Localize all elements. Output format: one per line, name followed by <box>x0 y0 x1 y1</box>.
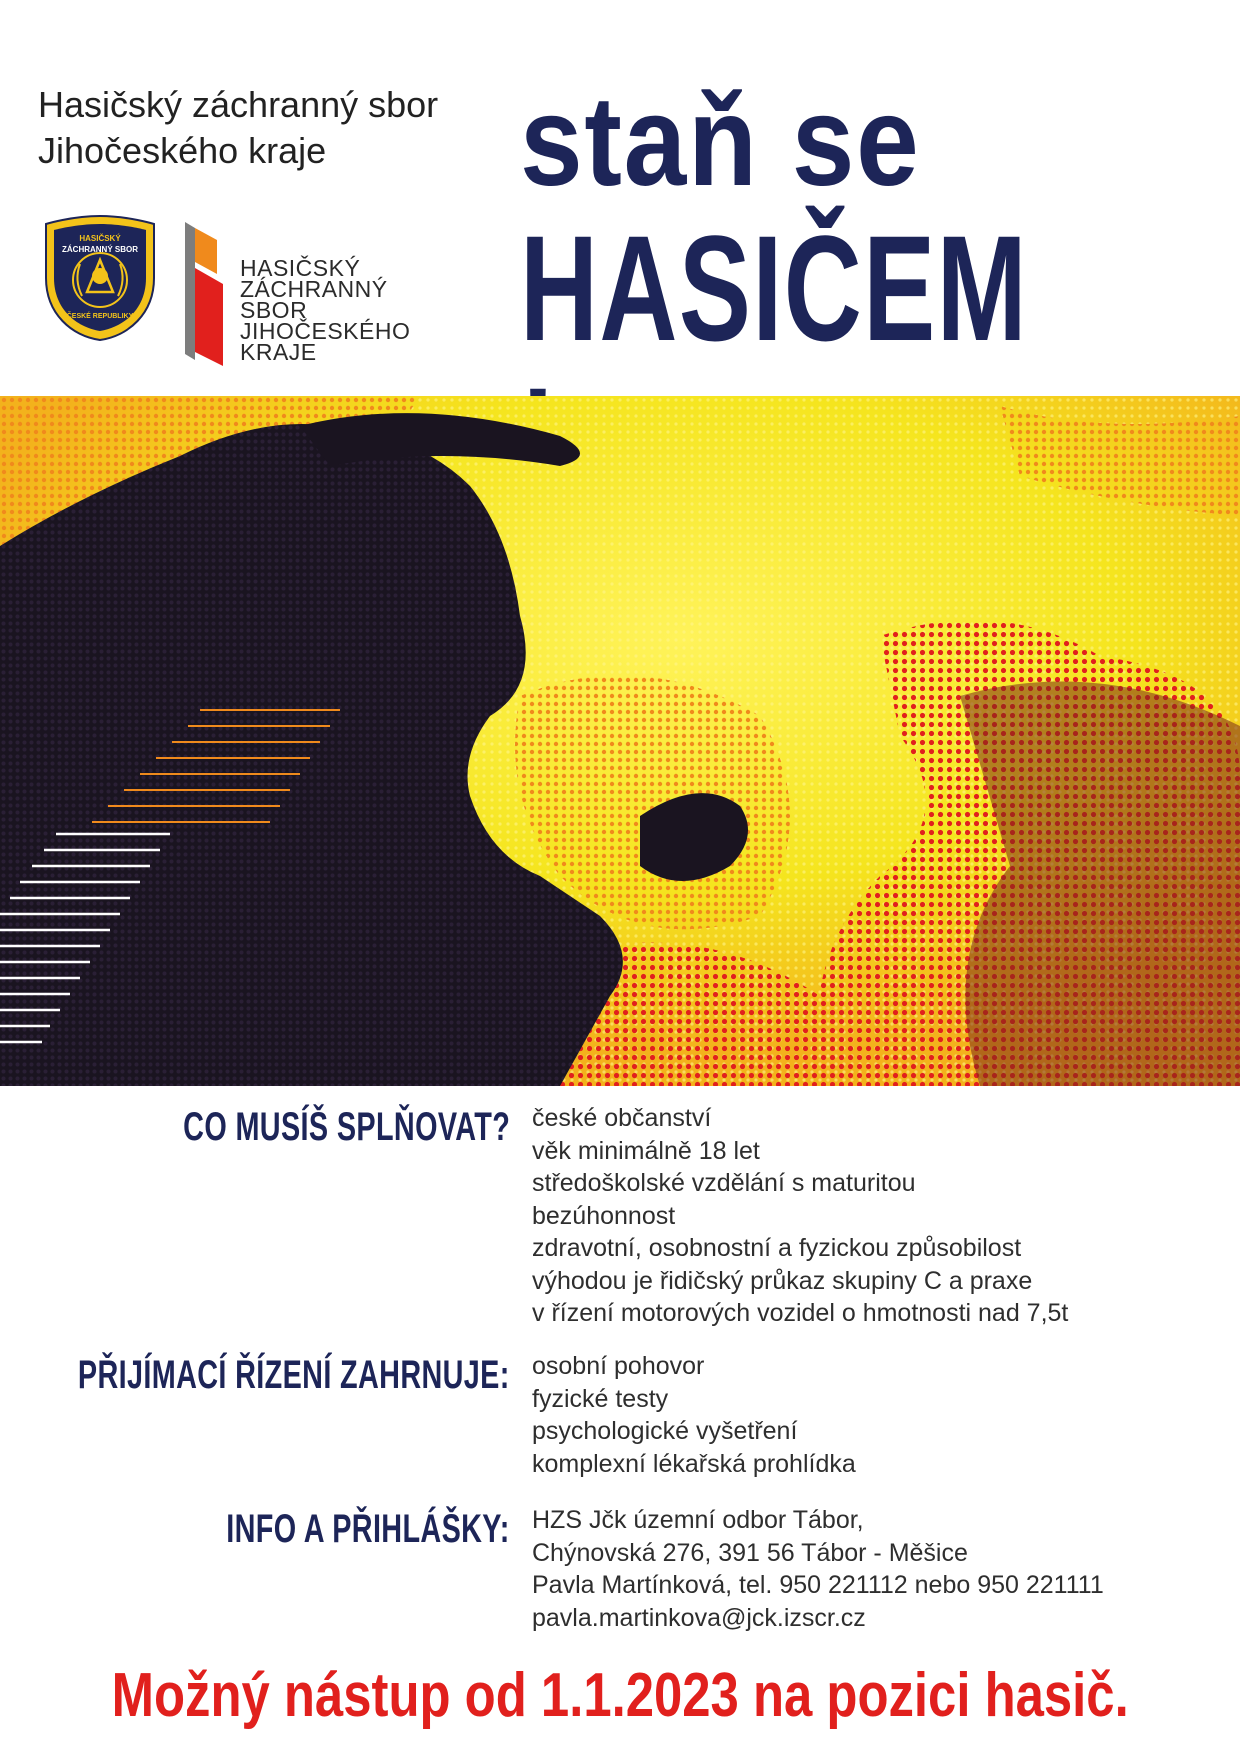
organization-name <box>38 82 438 174</box>
list-item: výhodou je řidičský průkaz skupiny C a praxe <box>532 1266 1033 1295</box>
list-item: Chýnovská 276, 391 56 Tábor - Měšice <box>532 1538 968 1567</box>
emblem-middle-text: ZÁCHRANNÝ SBOR <box>62 245 138 254</box>
list-item: osobní pohovor <box>532 1352 705 1380</box>
requirements-label: CO MUSÍŠ SPLŇOVAT? <box>182 1105 510 1149</box>
hzs-logo-line-3: SBOR <box>240 297 308 323</box>
firefighter-photo <box>0 396 1240 1086</box>
admission-label: PŘIJÍMACÍ ŘÍZENÍ ZAHRNUJE: <box>78 1353 510 1397</box>
list-item: fyzické testy <box>532 1384 669 1413</box>
start-date-text: Možný nástup od 1.1.2023 na pozici hasič. <box>111 1661 1129 1730</box>
info-list <box>532 1504 1104 1634</box>
list-item: středoškolské vzdělání s maturitou <box>532 1169 916 1197</box>
organization-line-2: Jihočeského kraje <box>38 130 327 171</box>
hzs-logo-line-2: ZÁCHRANNÝ <box>240 276 388 302</box>
headline-line-2: HASIČEM <box>520 204 1029 372</box>
contact-email[interactable]: pavla.martinkova@jck.izscr.cz <box>532 1603 866 1632</box>
fire-rescue-emblem-icon <box>40 212 160 344</box>
list-item: komplexní lékařská prohlídka <box>532 1449 856 1478</box>
start-date-banner <box>0 1660 1240 1732</box>
list-item: bezúhonnost <box>532 1201 676 1230</box>
hzs-logo-icon <box>183 220 223 370</box>
hzs-logo-line-1: HASIČSKÝ <box>240 255 361 281</box>
organization-line-1: Hasičský záchranný sbor <box>38 84 439 125</box>
emblem-top-text: HASIČSKÝ <box>79 234 121 243</box>
hzs-logo-line-5: KRAJE <box>240 339 317 365</box>
requirements-list <box>532 1102 1068 1330</box>
list-item: v řízení motorových vozidel o hmotnosti nad 7,5t <box>532 1299 1069 1327</box>
info-label: INFO A PŘIHLÁŠKY: <box>226 1507 510 1551</box>
admission-list <box>532 1350 856 1480</box>
list-item: zdravotní, osobnostní a fyzickou způsobilost <box>532 1234 1022 1262</box>
emblem-bottom-text: ČESKÉ REPUBLIKY <box>66 313 134 320</box>
headline-line-1: staň se <box>520 70 921 213</box>
list-item: věk minimálně 18 let <box>532 1136 760 1165</box>
list-item: psychologické vyšetření <box>532 1417 798 1445</box>
list-item: Pavla Martínková, tel. 950 221112 nebo 950 221111 <box>532 1571 1104 1599</box>
hzs-logo-line-4: JIHOČESKÉHO <box>240 318 411 344</box>
list-item: české občanství <box>532 1104 712 1132</box>
list-item: HZS Jčk územní odbor Tábor, <box>532 1506 864 1534</box>
hzs-logo-text <box>240 255 411 365</box>
